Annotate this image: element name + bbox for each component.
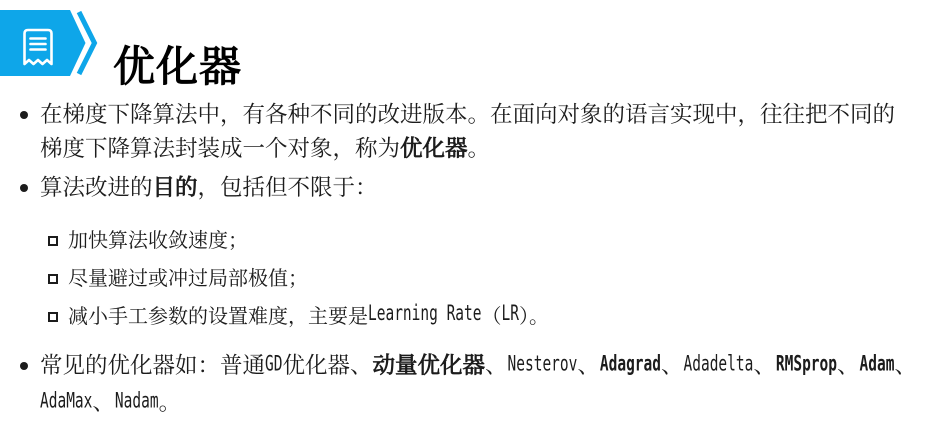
bullet-dot-marker [20, 184, 28, 192]
text-segment: （ [481, 306, 502, 328]
bullet-text [40, 98, 940, 166]
text-segment: 、 [485, 353, 508, 378]
text-segment: Nadam [114, 389, 159, 414]
text-segment: 、 [661, 353, 684, 378]
bullet-marker-column [48, 222, 68, 246]
text-segment: ）。 [518, 306, 549, 328]
bullet-item [0, 349, 940, 423]
text-segment: Learning Rate [368, 302, 482, 327]
bullet-list [0, 98, 940, 428]
bullet-dot-marker [20, 362, 28, 370]
text-segment: RMSprop [775, 352, 837, 377]
text-segment: 在梯度下降算法中，有各种不同的改进版本。在面向对象的语言实现中，往往把不同的梯度下降算法封装成一个对象，称为 [40, 102, 896, 161]
text-segment: AdaMax [40, 389, 93, 414]
text-segment: 算法改进的 [40, 175, 153, 200]
text-segment: 、 [836, 353, 860, 378]
bullet-item [0, 222, 940, 260]
text-segment: Nesterov [507, 352, 578, 377]
text-segment: 常见的优化器如：普通 [40, 353, 266, 378]
text-segment: ，包括但不限于： [197, 175, 378, 200]
text-segment: 优化器、 [282, 353, 373, 378]
bullet-marker-column [20, 98, 40, 119]
text-segment: 优化器 [400, 136, 468, 161]
bullet-text [68, 222, 940, 260]
text-segment: 、 [92, 390, 115, 415]
bullet-item [0, 98, 940, 166]
text-segment: Adam [859, 352, 895, 377]
bullet-square-marker [48, 236, 58, 246]
text-segment: LR [501, 302, 519, 327]
header-badge [0, 10, 102, 76]
bullet-dot-marker [20, 111, 28, 119]
text-segment: 、 [894, 353, 917, 378]
bullet-square-marker [48, 312, 58, 322]
text-segment: 、 [577, 353, 600, 378]
bullet-item [0, 298, 940, 338]
text-segment: 。 [158, 390, 182, 415]
bullet-square-marker [48, 274, 58, 284]
bullet-text [68, 298, 940, 338]
text-segment: 、 [753, 353, 776, 378]
text-segment: Adagrad [599, 352, 661, 377]
page-title: 优化器 [113, 43, 243, 91]
text-segment: Adadelta [683, 352, 754, 377]
text-segment: 加快算法收敛速度； [68, 230, 248, 252]
bullet-marker-column [20, 171, 40, 192]
bullet-marker-column [20, 349, 40, 370]
bullet-marker-column [48, 260, 68, 284]
bullet-text [40, 171, 940, 205]
text-segment: 。 [467, 136, 491, 161]
text-segment: 尽量避过或冲过局部极值； [68, 268, 308, 290]
text-segment: 目的 [152, 175, 198, 200]
text-segment: GD [265, 352, 283, 377]
bullet-item [0, 171, 940, 205]
text-segment: 动量优化器 [372, 353, 486, 378]
bullet-marker-column [48, 298, 68, 322]
text-segment: 减小手工参数的设置难度，主要是 [68, 306, 368, 328]
bullet-text [40, 349, 940, 423]
